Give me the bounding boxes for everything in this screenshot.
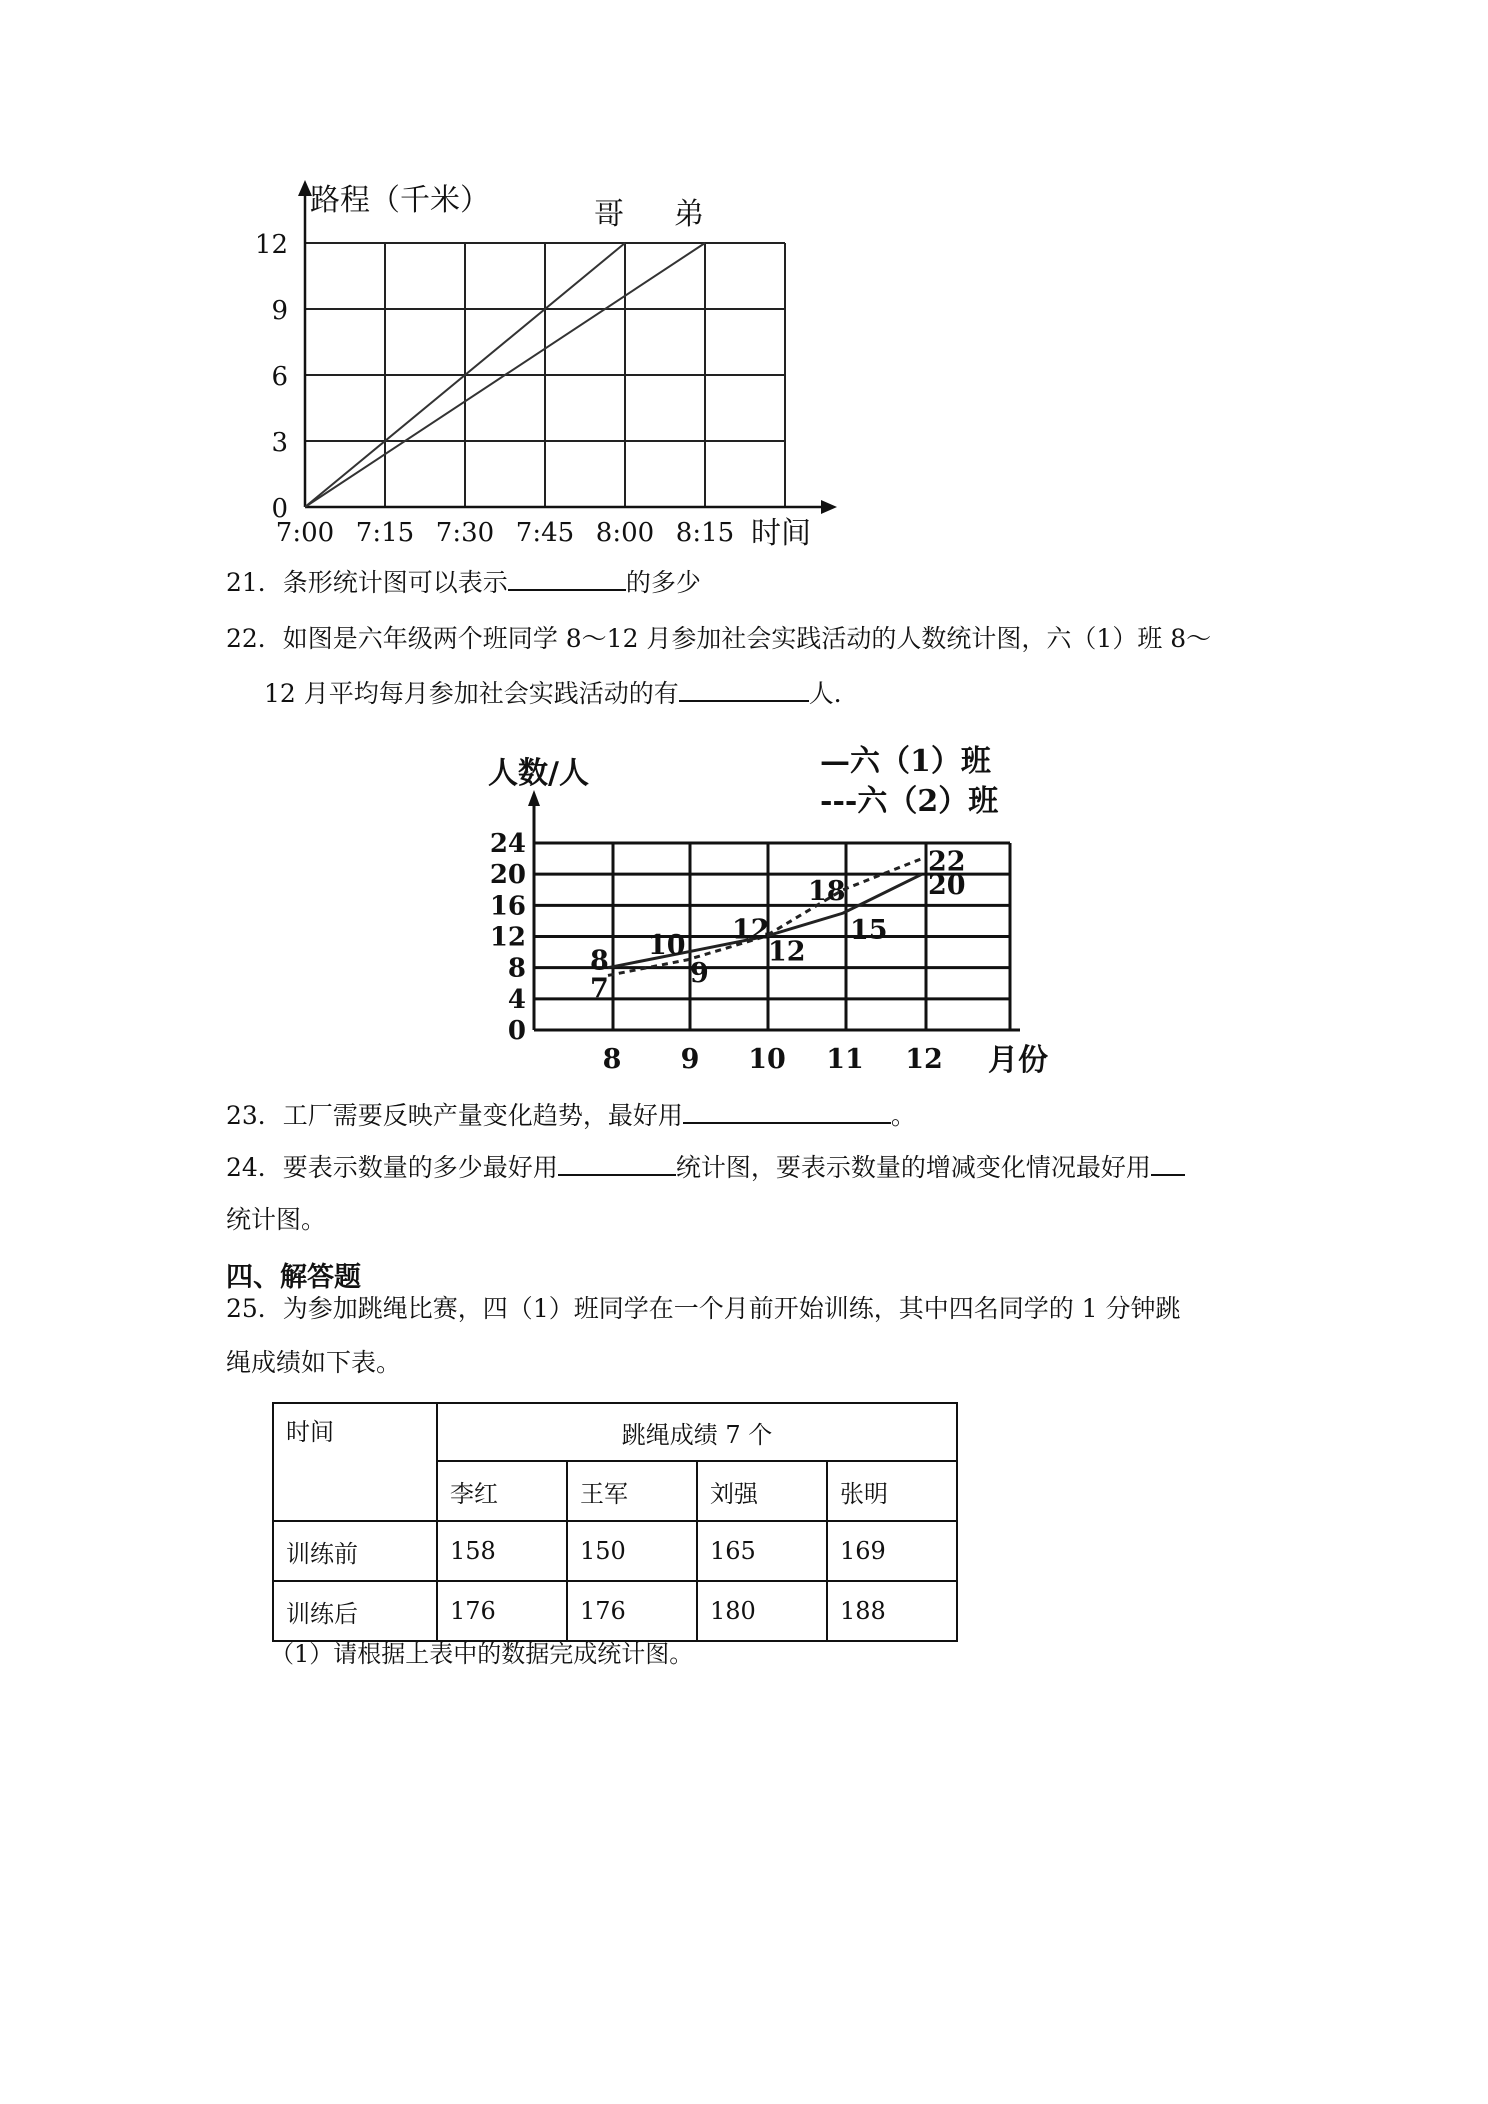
x-axis-label: 时间 — [751, 516, 811, 551]
y-axis-label: 路程（千米） — [310, 183, 490, 218]
q25-line1: 25．为参加跳绳比赛，四（1）班同学在一个月前开始训练，其中四名同学的 1 分钟跳 — [226, 1294, 1181, 1323]
q24-line2: 统计图。 — [226, 1205, 327, 1234]
x-tick-label: 9 — [680, 1044, 700, 1075]
y-tick-label: 3 — [271, 428, 288, 458]
y-tick-label: 12 — [489, 922, 526, 953]
data-label: 22 — [928, 846, 966, 878]
table-group-header: 跳绳成绩 7 个 — [437, 1403, 957, 1461]
table-cell: 188 — [827, 1581, 957, 1641]
x-tick-label: 7:45 — [515, 518, 575, 548]
series-label: 弟 — [674, 197, 704, 232]
question-23 — [226, 1098, 916, 1133]
x-tick-label: 7:30 — [435, 518, 495, 548]
x-tick-label: 7:15 — [355, 518, 415, 548]
table-name-cell: 王军 — [567, 1461, 697, 1521]
q24-part2: 统计图，要表示数量的增减变化情况最好用 — [675, 1153, 1151, 1182]
q24-part1: 24．要表示数量的多少最好用 — [226, 1153, 558, 1182]
table-cell: 180 — [697, 1581, 827, 1641]
table-row — [273, 1581, 957, 1641]
series-label: 哥 — [594, 197, 624, 232]
data-label: 8 — [590, 945, 609, 977]
table-cell: 165 — [697, 1521, 827, 1581]
row-label: 训练前 — [273, 1521, 437, 1581]
q23-blank[interactable] — [683, 1098, 891, 1124]
y-tick-label: 20 — [489, 860, 526, 891]
q21-text: 21．条形统计图可以表示 — [226, 568, 508, 597]
y-tick-label: 0 — [507, 1016, 526, 1046]
q25-line2: 绳成绩如下表。 — [226, 1348, 402, 1377]
data-label: 12 — [732, 914, 770, 946]
x-tick-label: 8:00 — [595, 518, 655, 548]
legend-item: ---六（2）班 — [820, 784, 999, 819]
q22-line2-text: 12 月平均每月参加社会实践活动的有 — [264, 679, 679, 708]
x-tick-label: 8 — [602, 1044, 622, 1075]
table-name-cell: 李红 — [437, 1461, 567, 1521]
question-25-line2 — [226, 1346, 401, 1380]
data-label: 15 — [850, 915, 888, 947]
y-tick-label: 4 — [507, 984, 526, 1015]
sub-question-1: （1）请根据上表中的数据完成统计图。 — [270, 1640, 694, 1668]
y-tick-label: 24 — [489, 829, 526, 859]
table-cell: 158 — [437, 1521, 567, 1581]
question-24-line2 — [226, 1203, 326, 1237]
legend-item: —六（1）班 — [820, 744, 991, 779]
question-25-line1 — [226, 1292, 1181, 1326]
x-tick-label: 12 — [905, 1044, 943, 1075]
y-axis-arrow — [528, 790, 540, 806]
table-cell: 176 — [437, 1581, 567, 1641]
score-table — [272, 1402, 958, 1642]
y-tick-label: 16 — [489, 891, 526, 922]
q24-blank2[interactable] — [1151, 1150, 1185, 1176]
y-tick-label: 8 — [507, 953, 526, 984]
y-axis-label: 人数/人 — [488, 756, 589, 791]
table-cell: 150 — [567, 1521, 697, 1581]
q24-blank1[interactable] — [558, 1150, 676, 1176]
table-corner: 时间 — [273, 1403, 437, 1521]
x-tick-label: 7:00 — [275, 518, 335, 548]
table-name-cell: 刘强 — [697, 1461, 827, 1521]
q23-text: 23．工厂需要反映产量变化趋势，最好用 — [226, 1101, 683, 1130]
x-tick-label: 8:15 — [675, 518, 735, 548]
data-label: 9 — [690, 957, 709, 989]
y-tick-label: 12 — [254, 230, 288, 260]
x-axis-label: 月份 — [988, 1043, 1048, 1078]
row-label: 训练后 — [273, 1581, 437, 1641]
q22-line1-text: 22．如图是六年级两个班同学 8～12 月参加社会实践活动的人数统计图，六（1）班 8～ — [226, 624, 1212, 653]
q22-after: 人． — [808, 679, 859, 708]
y-tick-label: 6 — [271, 362, 288, 392]
y-tick-label: 9 — [271, 296, 288, 326]
q23-after: 。 — [890, 1101, 916, 1130]
data-label: 18 — [808, 875, 846, 907]
data-label: 10 — [648, 930, 686, 962]
table-cell: 169 — [827, 1521, 957, 1581]
q21-after: 的多少 — [625, 568, 701, 597]
table-name-cell: 张明 — [827, 1461, 957, 1521]
section-title: 四、解答题 — [226, 1262, 361, 1293]
question-24-line1 — [226, 1150, 1185, 1185]
table-row — [273, 1521, 957, 1581]
table-cell: 176 — [567, 1581, 697, 1641]
x-tick-label: 11 — [826, 1044, 864, 1075]
data-label: 7 — [590, 973, 609, 1005]
y-tick-label: 0 — [271, 494, 288, 524]
data-label: 20 — [928, 870, 966, 902]
x-tick-label: 10 — [748, 1044, 786, 1075]
data-label: 12 — [768, 936, 806, 968]
